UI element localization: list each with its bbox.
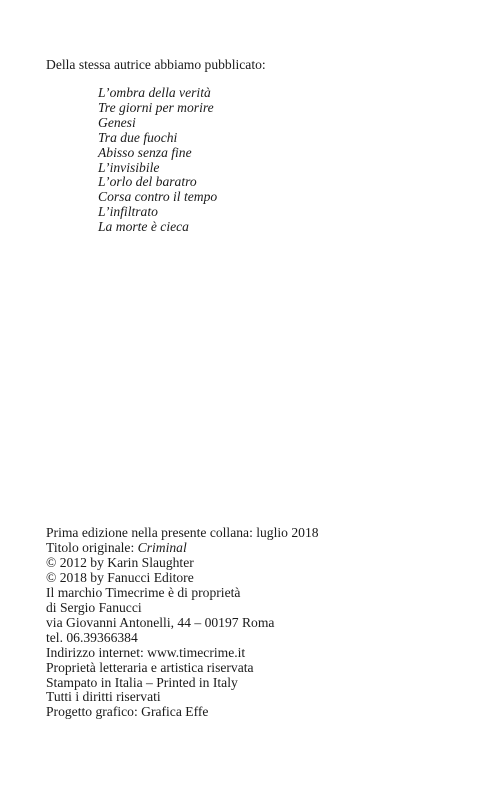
literary-rights-line: Proprietà letteraria e artistica riservata <box>46 659 254 675</box>
book-title: La morte è cieca <box>98 219 189 235</box>
trademark-owner-line: di Sergio Fanucci <box>46 599 142 615</box>
original-title-line <box>46 541 319 556</box>
colophon <box>46 526 319 720</box>
website-line: Indirizzo internet: www.timecrime.it <box>46 644 246 660</box>
copyright-publisher-line: © 2018 by Fanucci Editore <box>46 569 194 585</box>
edition-line: Prima edizione nella presente collana: luglio 2018 <box>46 525 319 540</box>
book-title: L’ombra della verità <box>98 85 211 100</box>
book-title: Tra due fuochi <box>98 129 178 145</box>
printed-line: Stampato in Italia – Printed in Italy <box>46 674 238 690</box>
book-title: Genesi <box>98 114 136 130</box>
all-rights-line: Tutti i diritti riservati <box>46 689 161 705</box>
original-title-label: Titolo originale: <box>46 539 138 555</box>
book-title: Corsa contro il tempo <box>98 189 218 205</box>
book-title: L’invisibile <box>98 159 160 175</box>
also-by-author-heading: Della stessa autrice abbiamo pubblicato: <box>46 57 266 72</box>
book-title: L’infiltrato <box>98 204 158 220</box>
design-line: Progetto grafico: Grafica Effe <box>46 704 209 720</box>
book-title: Abisso senza fine <box>98 144 192 160</box>
book-title: L’orlo del baratro <box>98 174 197 190</box>
address-line: via Giovanni Antonelli, 44 – 00197 Roma <box>46 614 275 630</box>
phone-line: tel. 06.39366384 <box>46 629 138 645</box>
trademark-line: Il marchio Timecrime è di proprietà <box>46 584 241 600</box>
copyright-author-line: © 2012 by Karin Slaughter <box>46 554 194 570</box>
book-list <box>98 86 217 235</box>
book-title: Tre giorni per morire <box>98 99 214 115</box>
original-title: Criminal <box>137 539 187 555</box>
